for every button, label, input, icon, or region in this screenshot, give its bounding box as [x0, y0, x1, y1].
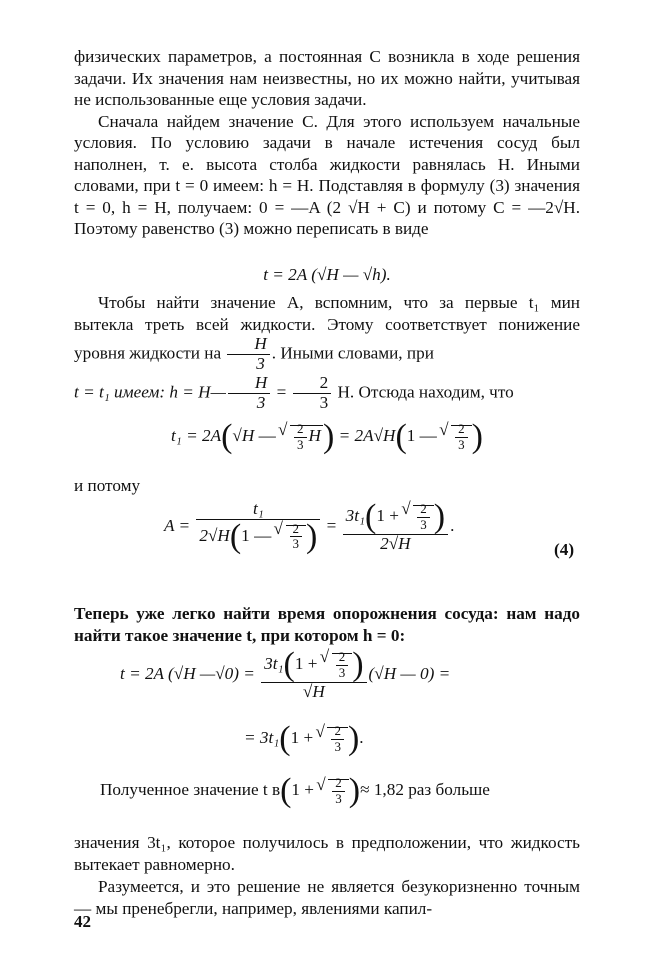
formula-time-2: = 3t₁(1 + √ $\frac{2}{3}$ ). — [244, 722, 364, 756]
fraction-time: 3t₁(1 + √ $\frac{2}{3}$ ) √H — [261, 648, 366, 702]
paragraph-5: Теперь уже легко найти время опорожнения сосуда: нам надо найти такое значение t, при котором h = 0: — [74, 604, 580, 645]
fraction-A-1: t₁ 2√H(1 — √ $\frac{2}{3}$ ) — [196, 500, 320, 554]
formula-t: t = 2A (√H — √h). — [263, 265, 391, 284]
equation-number: (4) — [554, 540, 575, 559]
paragraph-3c: t = t₁ имеем: h = H— — [74, 382, 226, 402]
paragraph-3b: . Иными словами, при — [271, 343, 434, 363]
paragraph-2: Сначала найдем значение C. Для этого используем начальные условия. По условию задачи в начале истечения сосуд был наполнен, т. е. высота столба жидкости равнялась H. Иными словами, при t = 0 имеем: h = H. Подставляя в формулу (3) значения t = 0, h = H, получаем: 0 = —A (2 √H + C) и потому C = —2√H. Поэтому равенство (3) можно переписать в виде — [74, 111, 580, 238]
sqrt-2-3-H: √ $\frac{2}{3}$ H — [280, 422, 323, 452]
paragraph-3a: Чтобы найти значение A, вспомним, что за первые t₁ мин вытекла треть всей жидкости. Этому соответствует понижение уровня жидкости на — [74, 293, 580, 363]
page-body — [74, 46, 580, 918]
paragraph-4: и потому — [74, 476, 141, 495]
paragraph-6: Полученное значение t в(1 + √ $\frac{2}{3}$ )≈ 1,82 раз больше — [100, 774, 580, 808]
fraction-A-2: 3t₁(1 + √ $\frac{2}{3}$ ) 2√H — [343, 500, 448, 554]
fraction-H-over-3: $\frac{H}{3}$ — [227, 335, 269, 374]
fraction-2-over-3: $\frac{2}{3}$ — [293, 374, 332, 413]
formula-time-1: t = 2A (√H —√0) = 3t₁(1 + √ $\frac{2}{3}$ ) √H (√H — 0) = — [120, 648, 450, 702]
paragraph-1: физических параметров, а постоянная C возникла в ходе решения задачи. Их значения нам неизвестны, но их можно найти, учитывая не использованные еще условия задачи. — [74, 47, 580, 109]
paragraph-3d: H. Отсюда находим, что — [337, 382, 514, 402]
page-number: 42 — [74, 912, 91, 931]
sqrt-2-3: √ $\frac{2}{3}$ — [441, 422, 472, 452]
paragraph-3: Чтобы найти значение A, вспомним, что за первые t₁ мин вытекла треть всей жидкости. Этому соответствует понижение уровня жидкости на $\frac{H}{3}$ . Иными словами, при t = t₁ имеем: h = H— $\frac{H}{3}$ = $\frac{2}{3}$ H. Отсюда находим, что — [74, 293, 580, 412]
fraction-H-over-3-b: $\frac{H}{3}$ — [228, 374, 270, 413]
formula-A: A = t₁ 2√H(1 — √ $\frac{2}{3}$ ) = 3t₁(1 + √ $\frac{2}{3}$ ) 2√H . — [164, 500, 454, 554]
paragraph-8: Разумеется, и это решение не является безукоризненно точным — мы пренебрегли, например, явлениями капил- — [74, 877, 580, 918]
formula-t1: t₁ = 2A(√H — √ $\frac{2}{3}$ H) = 2A√H(1 — √ $\frac{2}{3}$ ) — [74, 420, 580, 454]
paragraph-7: значения 3t₁, которое получилось в предположении, что жидкость вытекает равномерно. — [74, 833, 580, 874]
